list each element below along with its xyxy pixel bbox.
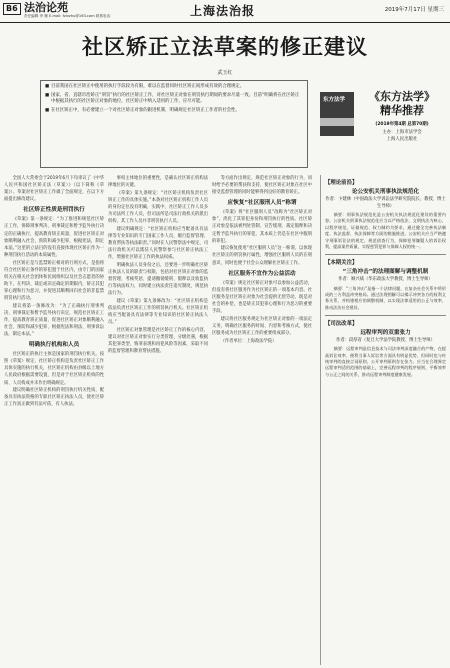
paragraph: 《草案》规定社区矫正对象可以参加公益活动，但没有将社区服务作为社区矫正的一项基本内容。社区服务是社区矫正对象为社会提供无偿劳动，既是对社会的补偿，也是矫正其犯罪心理和行为恶习的重要手段。	[212, 280, 312, 314]
paragraph: 明确执法人员身份之后，还要进一步明确社区矫正执法人员的职责与权限，包括对社区矫正对象的监督管理、考核奖惩、提请撤销缓刑、假释以及收监执行等执法权力，同时建立执法责任追究制度，规范执法行为。	[108, 262, 208, 297]
abstract-title: 论公安机关刑事执法规范化	[351, 189, 420, 195]
subheading: 明确执行机构和人员	[28, 342, 80, 349]
paragraph: 等方面作出规定，规范社区矫正对象的行为，同时给予必要的帮扶和支持，使社区矫正对象在社区中接受监督管理的同时能够得到良好的教育矫正。	[212, 176, 312, 196]
paragraph: 摘要：“三角冲击”是指一个法律问题，在复杂社会关系中所形成的三方利益冲突格局。通过法理图解可以揭示冲突各方的权利义务关系，并构建相应的调整机制，以实现法律适用的公正与效率，推动法治社会建设。	[325, 285, 446, 310]
masthead	[0, 0, 450, 23]
abstract-title: 远程审判的双重张力	[360, 329, 411, 336]
paragraph: 全国人大常委会于2019年6月下旬审议了《中华人民共和国社区矫正法（草案）》（以下简称《草案》）。草案对社区矫正工作做了全面规定，在以下方面提出修改建议。	[4, 176, 104, 203]
summary-item	[45, 93, 303, 106]
paragraph: 社区矫正是与监禁矫正相对的行刑方式，是指将符合社区矫正条件的罪犯置于社区内，由专门的国家机关在相关社会团体和民间组织以及社会志愿者的协助下，在判决、裁定或决定确定的期限内，矫正其犯罪心理和行为恶习，并促进其顺利回归社会的非监禁刑罚执行活动。	[4, 260, 104, 301]
paragraph: 摘要：刑事执法规范化是公安机关执法规范化建设的重要内容。公安机关刑事执法规范化应当以严格依法、文明执法为核心，以程序规范、证据规范、权力制约为要求，通过健全完善执法制度、执法监督、执法保障等方面的措施推进。公安机关应当严格遵守刑事诉讼法的规定，规范侦查行为，保障犯罪嫌疑人的诉讼权利，提高案件质量，实现惩罚犯罪与保障人权的统一。	[325, 212, 446, 250]
section-title: 法治论苑	[24, 1, 68, 14]
paragraph: 《草案》第一条规定：“为了推进和规范社区矫正工作，保障刑事判决、刑事裁定和暂予监外执行决定的正确执行，提高教育矫正质量，促进社区矫正对象顺利融入社会，预防和减少犯罪，根据宪法，制定本法。”这里的立法目的没有直接体现社区矫正作为一种刑罚执行活动的本质属性。	[4, 217, 104, 258]
summary-item	[45, 108, 303, 115]
divider	[325, 254, 446, 255]
summary-text: 在社区矫正中，有必要建立一个对社区矫正对象的跟进机制，明确规定社区矫正工作者的社会性。	[51, 108, 240, 114]
paragraph: 建议将社区服务规定为社区矫正对象的一项法定义务，明确社区服务的时间、内容和考核方式，使社区服务成为社区矫正工作的重要组成部分。	[212, 316, 312, 336]
paragraph: （作者单位：上海政法学院）	[220, 338, 277, 344]
paragraph: 建议《草案》第九条修改为：“社区矫正机构是依法负责社区矫正工作的刑罚执行机关。社区矫正机构应当配备具有法律等专业知识的社区矫正执法人员。”	[108, 298, 208, 326]
paragraph: 《草案》第九条规定：“社区矫正机构负责社区矫正工作的具体实施。”本条对社区矫正机构工作人员的身份定位没有明确，实践中，社区矫正工作人员多为司法所工作人员，但司法所是司法行政机关的派出机构，其工作人员并非刑罚执行人员。	[108, 190, 208, 225]
square-bullet-icon: ■	[45, 92, 50, 98]
paragraph: 社区矫正的执行主体是国家的刑罚执行机关。按照《草案》规定，社区矫正机构是负责社区矫正工作具体实施的执行机关，社区矫正机构由县级以上地方人民政府根据需要设置，但是对于社区矫正机构的性质、人员构成并未作出明确规定。	[4, 352, 104, 386]
paragraph: 建议明确规定：“社区矫正机构应当配备具有法律等专业知识的专门国家工作人员，履行监督管理、教育帮扶等执法职责。”同时在人民警察法中规定，司法行政机关可以派驻人民警察参与社区矫正执法工作，增强社区矫正工作的执法权威。	[108, 226, 208, 261]
journal-cover-image	[320, 92, 354, 136]
article-column-3	[212, 175, 312, 665]
journal-abstracts-column	[320, 175, 446, 665]
journal-title: 《东方法学》	[369, 90, 435, 103]
subheading: 应恢复“社区服刑人员”称谓	[227, 200, 297, 207]
divider	[325, 315, 446, 316]
summary-text: 国家、省、直辖市治矫正“刑罚”执行的社区矫正工作，对社区矫正对象在刑罚执行期间的要求尽量一致。目前“明确将在社区矫正中根据其执行的社区矫正对象的地位，社区矫正中纳入适用的工作，应尽可能。	[51, 92, 300, 105]
square-bullet-icon: ■	[45, 84, 50, 89]
paragraph: 社区矫正对象管理是社区矫正工作的核心内容，建议对社区矫正对象实行分类管理、分级处遇，根据其犯罪类型、悔罪表现和再犯风险等因素，采取不同的监督管理和教育帮扶措施。	[108, 327, 208, 355]
summary-text: 目前我国在社区矫正中使用的执行手段较为有限，难以在监督同时社区矫正间形成有效的合理规定。	[51, 84, 245, 89]
article-summary-box	[40, 80, 308, 168]
page-number: B6	[3, 3, 21, 15]
journal-recommendation	[318, 80, 446, 168]
article-column-1	[4, 175, 104, 665]
summary-item	[45, 84, 303, 91]
article-author: 武玉红	[217, 70, 233, 76]
abstract-author: 作者：顾兴斌（华东政法大学教授、博士生导师）	[338, 277, 433, 283]
section-tag: 【理论前沿】	[325, 180, 358, 186]
section-tag: 【本期关注】	[325, 260, 358, 267]
journal-issue: (2019年第4期 总第70期)	[375, 122, 429, 127]
abstract-title: “三角冲击”的法理图解与调整机制	[342, 269, 429, 276]
issue-date: 2019年7月17日 星期三	[384, 7, 444, 13]
abstract-author: 作者：卞建林（中国政法大学诉讼法学研究院院长、教授、博士生导师）	[325, 197, 446, 209]
section-tag: 【司法改革】	[325, 320, 358, 327]
article-headline: 社区矫正立法草案的修正建议	[82, 35, 368, 59]
paragraph: 建议将第一条修改为：“为了正确执行刑事判决、刑事裁定和暂予监外执行决定，规范社区矫正工作，提高教育矫正质量，促进社区矫正对象顺利融入社会，预防和减少犯罪，根据宪法和刑法、刑事诉讼法，制定本法。”	[4, 303, 104, 338]
abstract-author: 作者：段厚省（复旦大学法学院教授、博士生导师）	[336, 337, 435, 343]
editor-info: 责任编辑 李 姗 E-mail: fzlvzhu@163.com 联系电话：	[24, 14, 114, 18]
subheading: 社区矫正性质是刑罚执行	[23, 207, 85, 214]
cover-title: 东方法学	[323, 97, 346, 103]
subheading: 社区服务不宜作为公益活动	[228, 270, 296, 277]
journal-publisher: 主办：上海市法学会 上海人民出版社	[382, 130, 422, 142]
paragraph: 事权主体地位的重要性，是确认社区矫正机构法律地位的关键。	[108, 176, 208, 189]
square-bullet-icon: ■	[45, 108, 50, 114]
journal-subtitle: 精华推荐	[380, 104, 424, 117]
cover-band	[320, 118, 354, 126]
article-column-2	[108, 175, 208, 665]
paragraph: 建议明确社区矫正机构的刑罚执行机关性质，配备具有执法资格的专职社区矫正执法人员，使社区矫正工作真正做到有法可依、有人执法。	[4, 388, 104, 408]
paragraph: 建议恢复使用“社区服刑人员”这一称谓，以体现社区矫正的刑罚执行属性，增强社区服刑人员的在刑意识，同时也便于社会公众理解社区矫正工作。	[212, 246, 312, 266]
newspaper-logo: 上海法治报	[190, 4, 256, 18]
paragraph: 摘要：远程审判是信息技术与司法审判深度融合的产物，在提高诉讼效率、便利当事人诉讼等方面具有明显优势，但同时也与传统审判的直接言词原则、公开审判原则存在张力。应当在合理界定远程审判适用范围的基础上，完善远程审判的程序规则，平衡效率与公正之间的关系，推动远程审判制度健康发展。	[325, 346, 446, 377]
paragraph: 《草案》将“社区服刑人员”改称为“社区矫正对象”，淡化了其罪犯身份和刑罚执行的性质。社区矫正对象是依法被判处管制、宣告缓刑、裁定假释和决定暂予监外执行的罪犯，其本质上仍是在社区中服刑的罪犯。	[212, 210, 312, 244]
